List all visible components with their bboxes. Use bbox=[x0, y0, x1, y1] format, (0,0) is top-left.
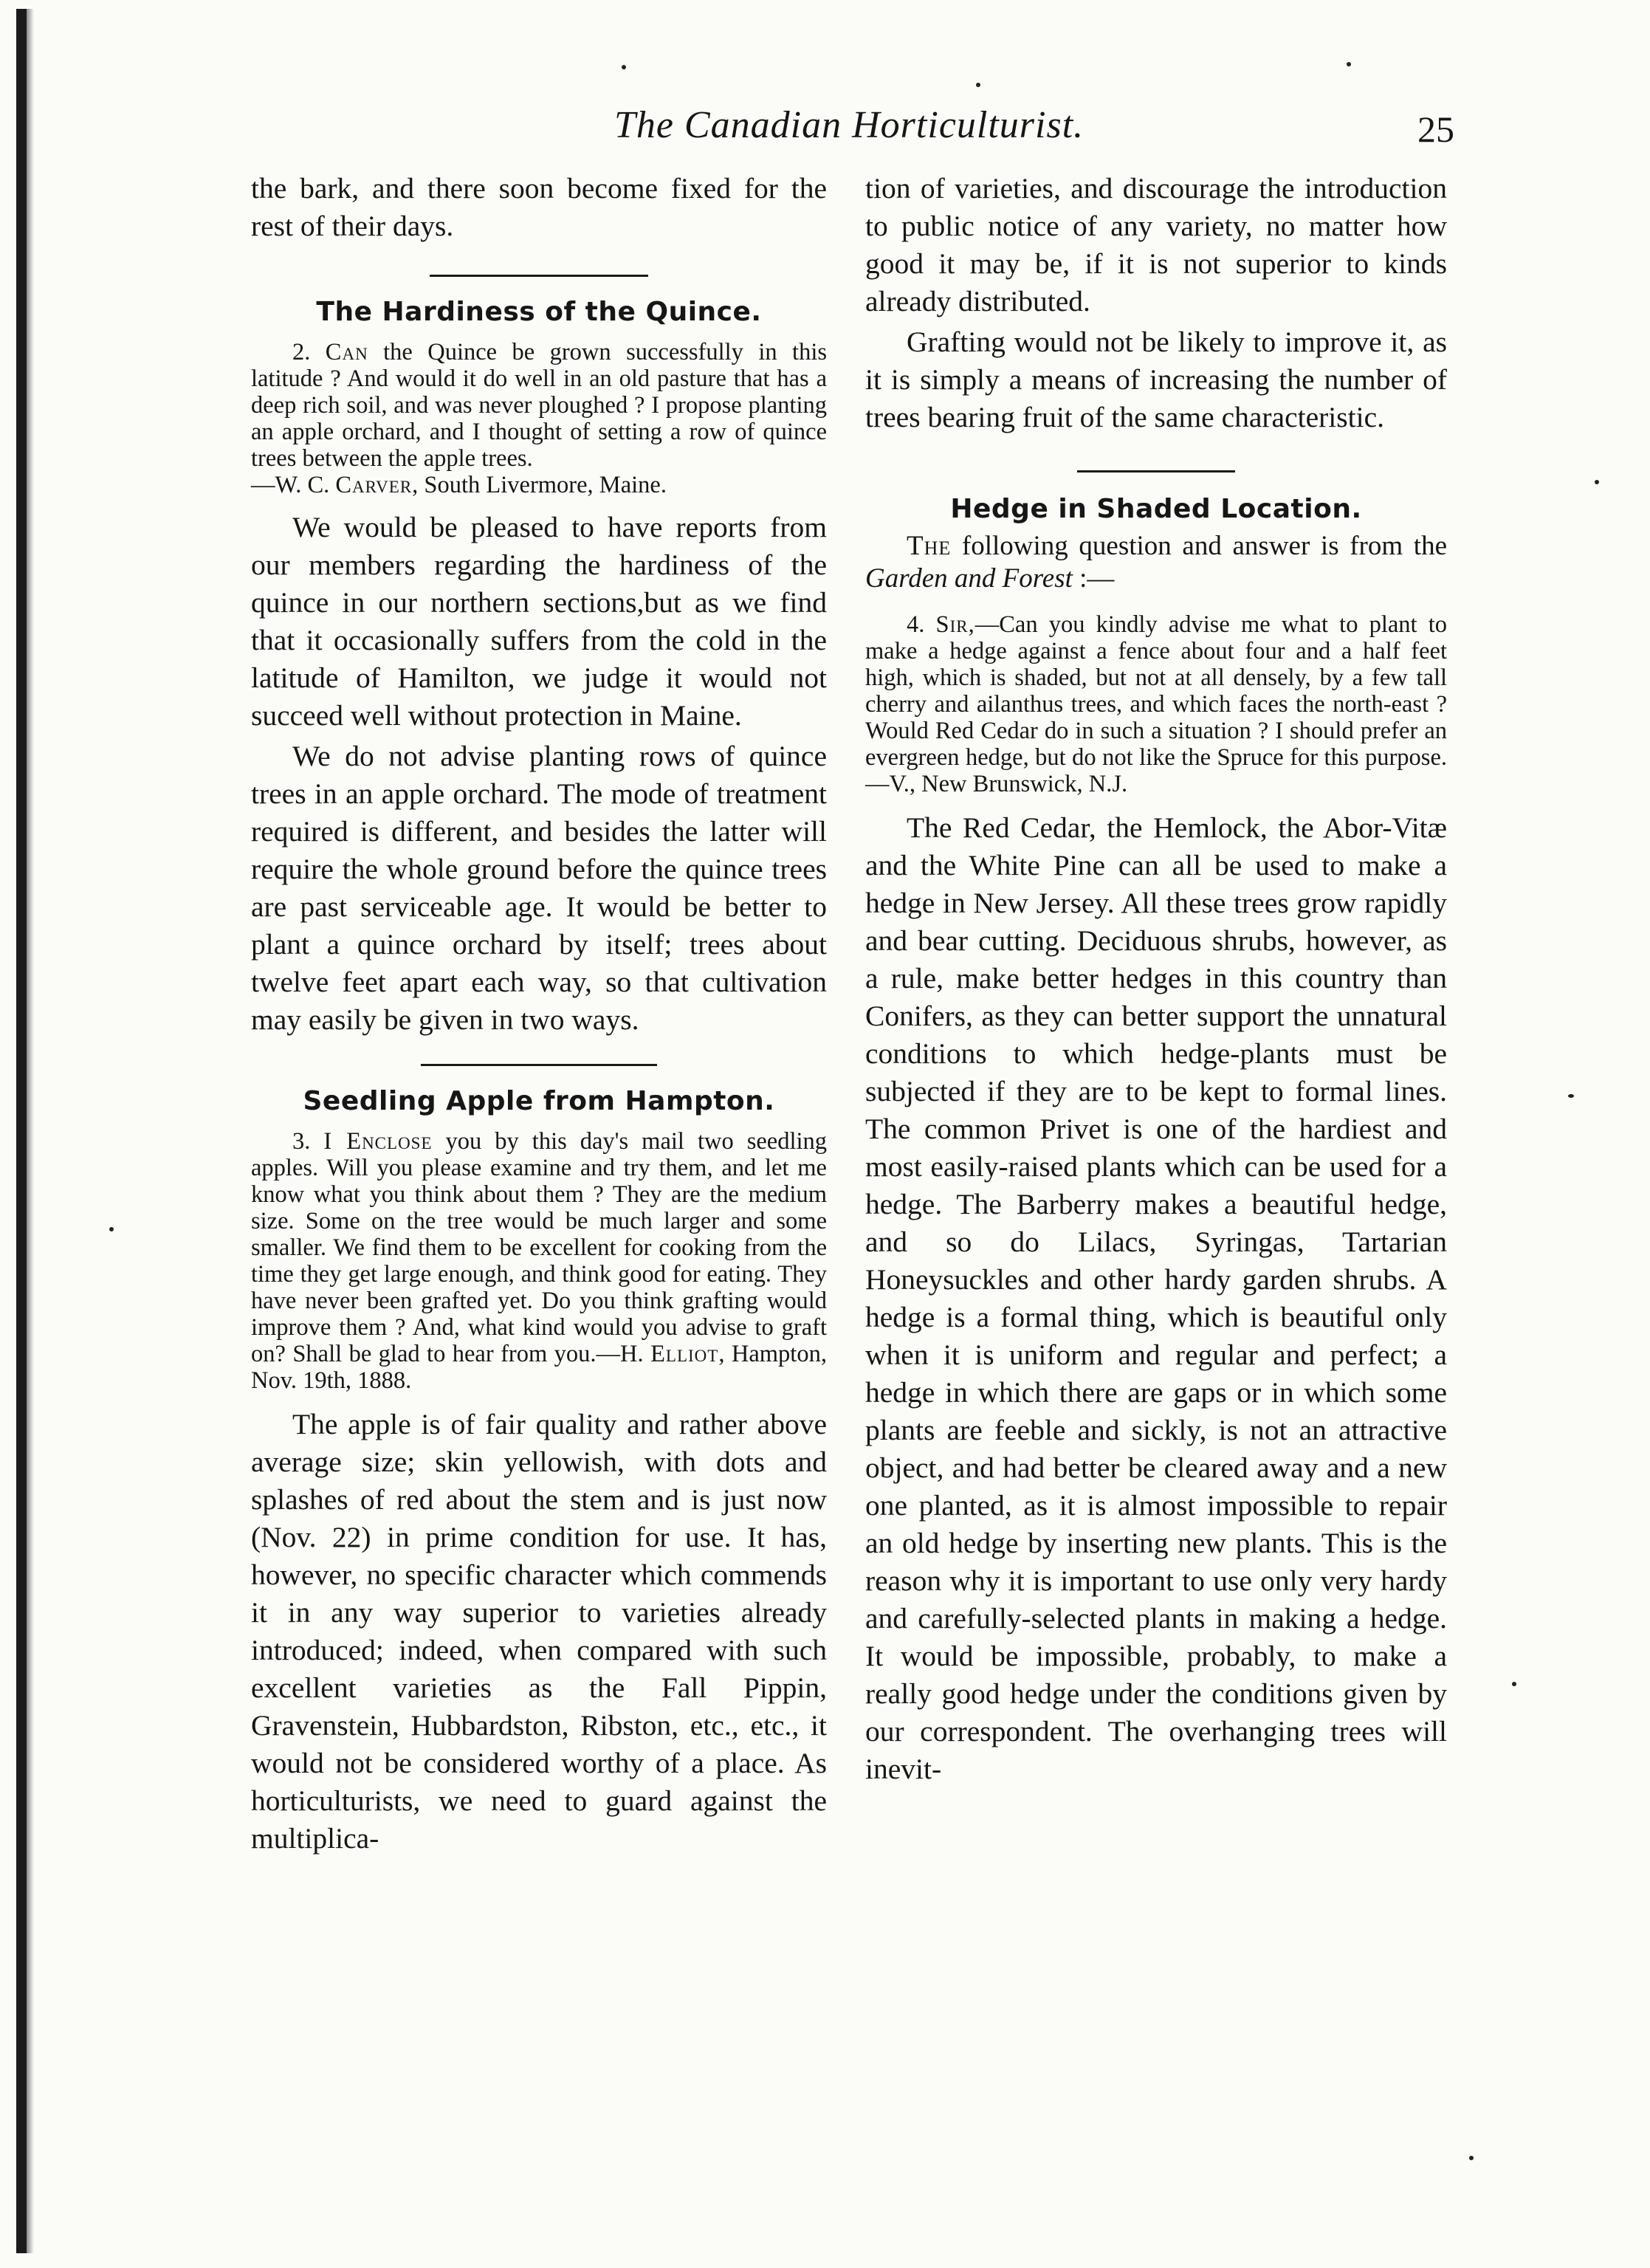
page-binding-edge bbox=[16, 9, 27, 2253]
page-edge-shadow bbox=[27, 9, 34, 2253]
print-speck bbox=[1347, 62, 1351, 66]
left-column bbox=[251, 170, 827, 1858]
question-number: 4. bbox=[907, 611, 925, 638]
seedling-heading: Seedling Apple from Hampton. bbox=[303, 1086, 775, 1116]
question-text: the Quince be grown successfully in this latitude ? And would it do well in an old pasture that has a deep rich soil, and was never ploughed ? I propose planting an apple orchard, and I thought of setting a row of quince trees between the apple trees. bbox=[251, 339, 828, 472]
quince-question bbox=[251, 339, 827, 498]
question-number: 3. bbox=[292, 1128, 311, 1155]
signature-name: Carver bbox=[335, 472, 413, 498]
intro-lead: The bbox=[907, 531, 952, 561]
hedge-question bbox=[865, 611, 1447, 797]
signature-dash: —W. C. bbox=[251, 472, 336, 498]
intro-source: Garden and Forest bbox=[865, 563, 1073, 594]
right-column bbox=[865, 170, 1447, 1788]
question-lead: Sir, bbox=[935, 611, 975, 638]
print-speck bbox=[1595, 480, 1599, 484]
hedge-heading: Hedge in Shaded Location. bbox=[950, 494, 1362, 524]
question-lead: I Enclose bbox=[323, 1128, 433, 1155]
signature-dash: —H. bbox=[596, 1341, 651, 1367]
section-divider bbox=[430, 275, 648, 277]
signature-place: , South Livermore, Maine. bbox=[412, 472, 667, 498]
print-speck bbox=[1469, 2156, 1474, 2160]
seedling-question bbox=[251, 1128, 827, 1394]
quince-answer-1: We would be pleased to have reports from our members regarding the hardiness of the quince in our northern sections,but as we find that it occasionally suffers from the cold in the latitude of Hamilton, we judge it would not succeed well without protection in Maine. bbox=[251, 511, 827, 732]
print-speck bbox=[976, 83, 980, 87]
print-speck bbox=[1568, 1094, 1574, 1098]
quince-answer-2: We do not advise planting rows of quince trees in an apple orchard. The mode of treatment required is different, and besides the latter will require the whole ground before the quince trees are past serviceable age. It would be better to plant a quince orchard by itself; trees about twelve feet apart each way, so that cultivation may easily be given in two ways. bbox=[251, 740, 827, 1036]
hedge-intro bbox=[865, 530, 1447, 595]
quince-heading: The Hardiness of the Quince. bbox=[316, 297, 762, 327]
question-lead: Can bbox=[325, 339, 368, 365]
print-speck bbox=[109, 1227, 114, 1231]
continuation-paragraph: the bark, and there soon become fixed for the rest of their days. bbox=[251, 172, 827, 242]
question-text: you by this day's mail two seedling apples. Will you please examine and try them, and let me know what you think about them ? They are the medium size. Some on the tree would be much larger and some smaller. We find them to be excellent for cooking from the time they get large enough, and think good for eating. They have never been grafted yet. Do you think grafting would improve them ? And, what kind would you advise to graft on? Shall be glad to hear from you. bbox=[251, 1128, 827, 1367]
page-number: 25 bbox=[1417, 109, 1454, 150]
continuation-paragraph-2: Grafting would not be likely to improve it, as it is simply a means of increasing the number of trees bearing fruit of the same characteristic. bbox=[865, 326, 1447, 433]
print-speck bbox=[622, 65, 626, 69]
signature-name: Elliot bbox=[650, 1341, 719, 1367]
section-divider bbox=[421, 1064, 657, 1066]
intro-text: following question and answer is from the bbox=[951, 531, 1447, 561]
hedge-answer-1: The Red Cedar, the Hemlock, the Abor-Vitæ and the White Pine can all be used to make a hedge in New Jersey. All these trees grow rapidly and bear cutting. Deciduous shrubs, however, as a rule, make better hedges in this country than Conifers, as they can better support the unnatural conditions to which hedge-plants must be subjected if they are to be kept to formal lines. The common Privet is one of the hardiest and most easily-raised plants which can be used for a hedge. The Barberry makes a beautiful hedge, and so do Lilacs, Syringas, Tartarian Honeysuckles and other hardy garden shrubs. A hedge is a formal thing, which is beautiful only when it is uniform and regular and perfect; a hedge in which there are gaps or in which some plants are feeble and sickly, is not an attractive object, and had better be cleared away and a new one planted, as it is almost impossible to repair an old hedge by inserting new plants. This is the reason why it is important to use only very hardy and carefully-selected plants in making a hedge. It would be impossible, probably, to make a really good hedge under the conditions given by our correspondent. The overhanging trees will inevit- bbox=[865, 811, 1447, 1785]
intro-end: :— bbox=[1072, 563, 1115, 594]
section-divider bbox=[1077, 470, 1235, 472]
seedling-answer-1: The apple is of fair quality and rather above average size; skin yellowish, with dots and splashes of red about the stem and is just now (Nov. 22) in prime condition for use. It has, however, no specific character which commends it in any way superior to varieties already introduced; indeed, when compared with such excellent varieties as the Fall Pippin, Gravenstein, Hubbardston, Ribston, etc., etc., it would not be considered worthy of a place. As horticulturists, we need to guard against the multiplica- bbox=[251, 1408, 827, 1855]
question-number: 2. bbox=[292, 339, 311, 365]
running-title: The Canadian Horticulturist. bbox=[614, 104, 1084, 146]
print-speck bbox=[1512, 1682, 1516, 1686]
continuation-paragraph: tion of varieties, and discourage the introduction to public notice of any variety, no matter how good it may be, if it is not superior to kinds already distributed. bbox=[865, 172, 1447, 317]
question-text: —Can you kindly advise me what to plant to make a hedge against a fence about four and a half feet high, which is shaded, but not at all densely, by a few tall cherry and ailanthus trees, and which faces the north-east ? Would Red Cedar do in such a situation ? I should prefer an evergreen hedge, but do not like the Spruce for this purpose.—V., New Brunswick, N.J. bbox=[865, 611, 1447, 797]
signature-place: , Hampton, Nov. 19th, 1888. bbox=[251, 1341, 827, 1394]
